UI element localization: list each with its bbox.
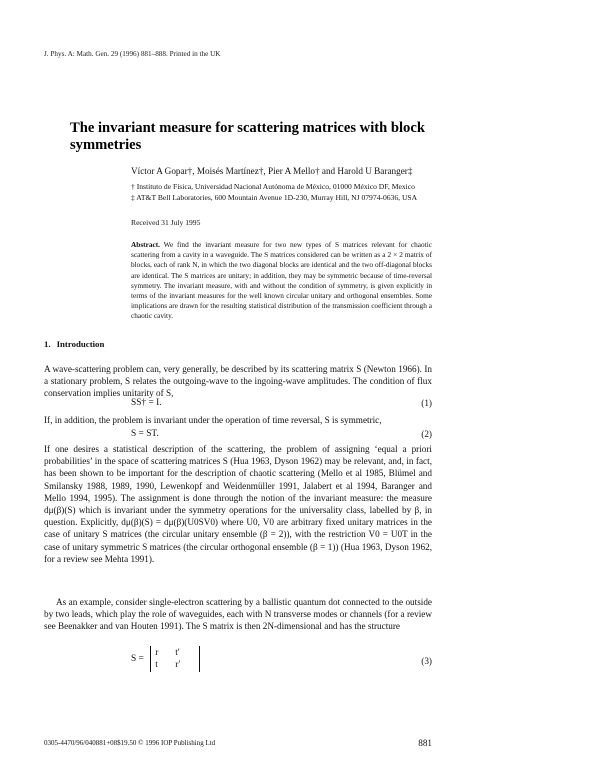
page-number: 881 [418,738,432,748]
equation-1-number: (1) [421,398,432,408]
equation-1: SS† = I. [131,398,162,408]
paragraph-1: A wave-scattering problem can, very generally, be described by its scattering matrix S (Newton 1966). In a stationary problem, S relates the outgoing-wave to the ingoing-wave amplitudes. The condition of flux conservation implies unitarity of S, [44,364,432,399]
matrix-cell: t [155,660,158,670]
affiliation-2: ‡ AT&T Bell Laboratories, 600 Mountain Avenue 1D-230, Murray Hill, NJ 07974-0636, USA [131,193,418,202]
equation-3-lhs: S = [131,654,144,665]
matrix-cell: r′ [175,660,181,670]
affiliation-1: † Instituto de Física, Universidad Nacional Autónoma de México, 01000 México DF, Mexico [131,182,415,191]
paper-title: The invariant measure for scattering matrices with block symmetries [70,120,425,153]
equation-2-number: (2) [421,429,432,439]
section-heading [44,339,110,349]
received-date: Received 31 July 1995 [131,218,201,227]
running-head: J. Phys. A: Math. Gen. 29 (1996) 881–888. Printed in the UK [44,50,221,58]
matrix-cell: r [155,648,159,658]
section-title: Introduction [56,339,105,349]
authors: Víctor A Gopar†, Moisés Martínez†, Pier A Mello† and Harold U Baranger‡ [131,166,413,176]
section-number: 1. [44,339,51,349]
abstract-label: Abstract. [131,240,160,249]
abstract [131,240,432,322]
equation-3-number: (3) [421,656,432,666]
paragraph-4: As an example, consider single-electron scattering by a ballistic quantum dot connected to the outside by two leads, which play the role of waveguides, each with N transverse modes or channels (for a review see Beenakker and van Houten 1991). The S matrix is then 2N-dimensional and has the structure [44,597,432,632]
matrix-row [155,647,195,659]
paragraph-2: If, in addition, the problem is invariant under the operation of time reversal, S is symmetric, [44,415,382,425]
equation-3-matrix [150,646,200,672]
abstract-text: We find the invariant measure for two new types of S matrices relevant for chaotic scattering from a cavity in a waveguide. The S matrices considered can be written as a 2 × 2 matrix of blocks, each of rank N, in which the two diagonal blocks are identical and the two off-diagonal blocks are identical. The S matrices are unitary; in addition, they may be symmetric because of time-reversal symmetry. The invariant measure, with and without the condition of symmetry, is given explicitly in terms of the invariant measures for the well known circular unitary and orthogonal ensembles. Some implications are drawn for the resulting statistical distribution of the transmission coefficient through a chaotic cavity. [131,240,432,321]
equation-2: S = ST. [131,429,159,439]
equation-3 [131,646,200,672]
paragraph-3: If one desires a statistical description of the scattering, the problem of assigning ‘equal a priori probabilities’ in the space of scattering matrices S (Hua 1963, Dyson 1962) may be relevant, and, in fact, has been shown to be important for the description of chaotic scattering (Mello et al 1985, Blümel and Smilansky 1988, 1989, 1990, Lewenkopf and Weidenmüller 1991, Jalabert et al 1994, Baranger and Mello 1994, 1995). The assignment is done through the notion of the invariant measure: the measure dμ(β)(S) which is invariant under the symmetry operations for the universality class, labelled by β, in question. Explicitly, dμ(β)(S) = dμ(β)(U0SV0) where U0, V0 are arbitrary fixed unitary matrices in the case of unitary S matrices (the circular unitary ensemble (β = 2)), with the restriction V0 = U0T in the case of unitary symmetric S matrices (the circular orthogonal ensemble (β = 1)) (Hua 1963, Dyson 1962, for a review see Mehta 1991). [44,444,432,564]
matrix-row [155,659,195,671]
matrix-cell: t′ [175,648,180,658]
footer-copyright: 0305-4470/96/040881+08$19.50 © 1996 IOP Publishing Ltd [44,739,216,747]
